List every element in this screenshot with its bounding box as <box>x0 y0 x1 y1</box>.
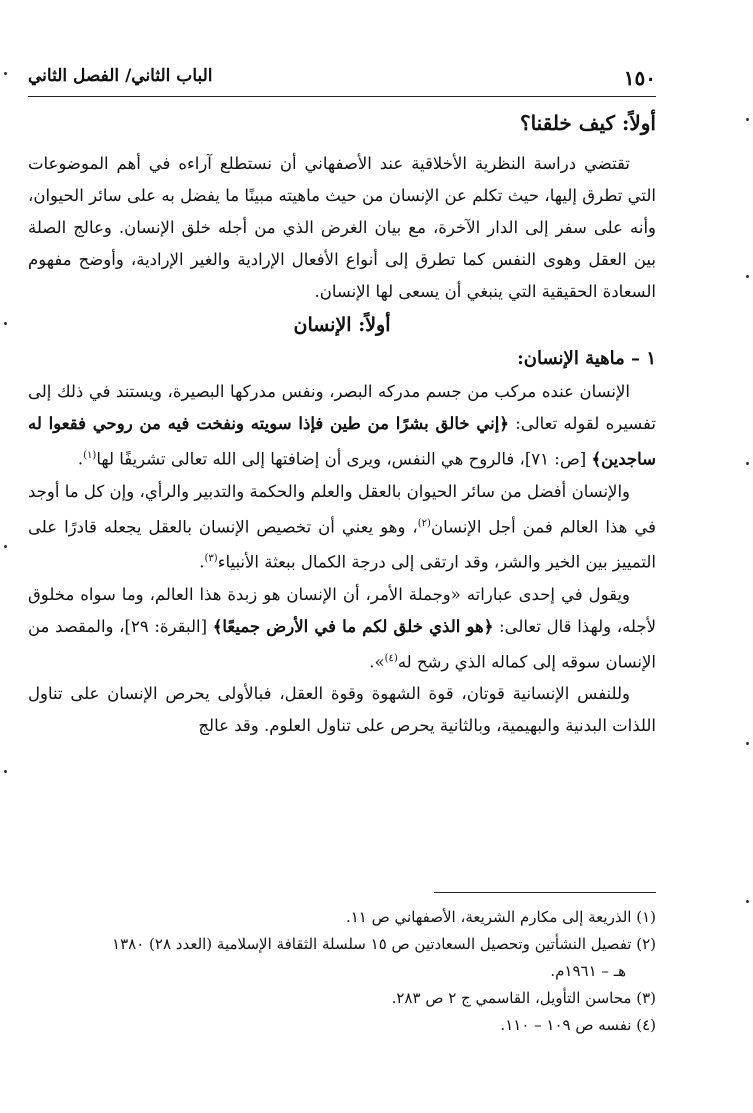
running-title: الباب الثاني/ الفصل الثاني <box>28 66 213 86</box>
main-text <box>28 108 656 742</box>
page-number: ١٥٠ <box>623 66 656 90</box>
text-run: ، وهو يعني أن تخصيص الإنسان بالعقل يجعله قادرًا على التمييز بين الخير والشر، وقد ارتقى إلى درجة الكمال ببعثة الأنبياء <box>28 517 656 572</box>
paragraph-1 <box>28 376 656 476</box>
footnote-ref[interactable]: (٣) <box>204 553 218 564</box>
margin-mark <box>746 742 749 745</box>
paragraph-4: وللنفس الإنسانية قوتان، قوة الشهوة وقوة العقل، فبالأولى يحرص الإنسان على تناول اللذات البدنية والبهيمية، وبالثانية يحرص على تناول العلوم. وقد عالج <box>28 684 656 735</box>
margin-mark <box>4 322 7 325</box>
margin-mark <box>746 462 749 465</box>
text-run: [البقرة: ٢٩]، والمقصد من الإنسان سوقه إلى كماله الذي رشح له <box>28 616 656 671</box>
page-header <box>28 64 656 97</box>
text-run: . <box>199 552 205 572</box>
margin-mark <box>746 900 749 903</box>
footnote-ref[interactable]: (١) <box>83 450 97 461</box>
footnote-4: (٤) نفسه ص ١٠٩ – ١١٠. <box>500 1016 656 1034</box>
paragraph-2 <box>28 476 656 579</box>
text-run: والإنسان أفضل من سائر الحيوان بالعقل والعلم والحكمة والتدبير والرأي، وإن كل ما أوجد في هذا العالم فمن أجل الإنسان <box>28 481 656 536</box>
center-heading: أولاً: الإنسان <box>293 314 391 336</box>
footnote-ref[interactable]: (٤) <box>384 652 398 664</box>
text-run: [ص: ٧١]، فالروح هي النفس، ويرى أن إضافتها إلى الله تعالى تشريفًا لها <box>96 449 592 469</box>
footnotes <box>28 904 656 1039</box>
text-run: الإنسان عنده مركب من جسم مدركه البصر، ونفس مدركها البصيرة، ويستند في ذلك إلى تفسيره لقوله تعالى: <box>28 382 656 433</box>
footnote-ref[interactable]: (٢) <box>417 517 431 529</box>
text-run: . <box>77 449 84 469</box>
text-run: ويقول في إحدى عباراته «وجملة الأمر، أن الإنسان هو زبدة هذا العالم، وما سواه مخلوق لأجله، ولهذا قال تعالى: <box>28 584 656 636</box>
paragraph-3 <box>28 579 656 679</box>
intro-paragraph: تقتضي دراسة النظرية الأخلاقية عند الأصفهاني أن نستطلع آراءه في أهم الموضوعات التي تطرق إليها، حيث تكلم عن الإنسان من حيث ماهيته مبينًا ما يفضل به على سائر الحيوان، وأنه على سفر إلى الدار الآخرة، مع بيان الغرض الذي من أجله خلق الإنسان. وعالج الصلة بين العقل وهوى النفس كما تطرق إلى أنواع الأفعال الإرادية والغير الإرادية، وأوضح مفهوم السعادة الحقيقية التي ينبغي أن يسعى لها الإنسان. <box>28 154 656 301</box>
margin-mark <box>4 545 7 548</box>
footnote-2-continued: هـ – ١٩٦١م. <box>550 962 626 980</box>
footnote-2: (٢) تفصيل النشأتين وتحصيل السعادتين ص ١٥ سلسلة الثقافة الإسلامية (العدد ٢٨) ١٣٨٠ <box>112 935 656 953</box>
text-run: ». <box>369 652 385 671</box>
margin-mark <box>4 72 7 75</box>
margin-mark <box>746 118 749 121</box>
margin-mark <box>746 275 749 278</box>
footnote-1: (١) الذريعة إلى مكارم الشريعة، الأصفهاني ص ١١. <box>345 908 656 926</box>
margin-mark <box>4 770 7 773</box>
footnote-divider <box>434 892 656 893</box>
quran-verse: ﴿إني خالق بشرًا من طين فإذا سويته ونفخت فيه من روحي فقعوا له ساجدين﴾ <box>28 414 656 469</box>
footnote-3: (٣) محاسن التأويل، القاسمي ج ٢ ص ٢٨٣. <box>391 989 656 1007</box>
subheading: ١ – ماهية الإنسان: <box>517 348 656 369</box>
section-heading: أولاً: كيف خلقنا؟ <box>519 111 656 135</box>
quran-verse: ﴿هو الذي خلق لكم ما في الأرض جميعًا﴾ <box>212 616 494 636</box>
